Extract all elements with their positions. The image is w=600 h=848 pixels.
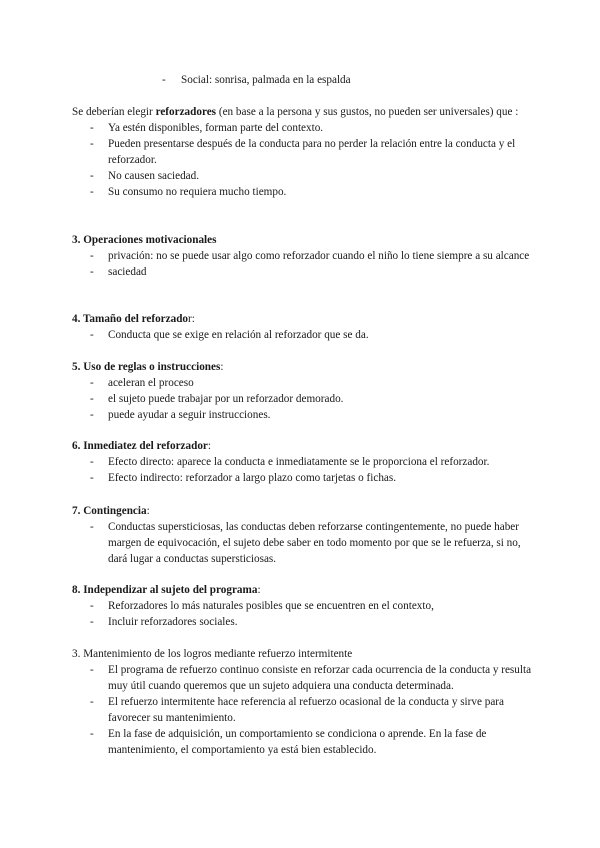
list-item: - puede ayudar a seguir instrucciones.	[72, 407, 532, 423]
list-item: - Efecto indirecto: reforzador a largo plazo como tarjetas o fichas.	[72, 470, 532, 486]
section-list	[72, 519, 532, 567]
section-list	[72, 375, 532, 423]
list-item: - Pueden presentarse después de la conducta para no perder la relación entre la conducta y el reforzador.	[72, 136, 532, 168]
section-list	[72, 662, 532, 758]
list-item: - En la fase de adquisición, un comportamiento se condiciona o aprende. En la fase de mantenimiento, el comportamiento ya está bien establecido.	[72, 726, 532, 758]
section-title-suffix: :	[146, 505, 150, 517]
section-list	[72, 454, 532, 486]
intro-paragraph	[72, 104, 532, 120]
section-motivational	[72, 232, 532, 280]
list-item: - No causen saciedad.	[72, 168, 532, 184]
list-item: - Reforzadores lo más naturales posibles que se encuentren en el contexto,	[72, 598, 532, 614]
section-heading	[72, 438, 532, 454]
section-list	[72, 248, 532, 280]
section-title: 7. Contingencia	[72, 505, 147, 517]
section-list	[72, 598, 532, 630]
list-item: - Conducta que se exige en relación al reforzador que se da.	[72, 327, 532, 343]
section-size	[72, 311, 532, 343]
section-heading	[72, 582, 532, 598]
section-title: 6. Inmediatez del reforzador	[72, 440, 208, 452]
section-independence	[72, 582, 532, 630]
list-item: - privación: no se puede usar algo como reforzador cuando el niño lo tiene siempre a su alcance	[72, 248, 532, 264]
section-title-suffix: :	[207, 440, 211, 452]
list-item: - Efecto directo: aparece la conducta e inmediatamente se le proporciona el reforzador.	[72, 454, 532, 470]
social-item: - Social: sonrisa, palmada en la espalda	[162, 74, 351, 86]
section-heading: 3. Mantenimiento de los logros mediante refuerzo intermitente	[72, 648, 353, 660]
section-title: 8. Independizar al sujeto del programa	[72, 584, 258, 596]
intro-text-start: Se deberían elegir	[72, 106, 156, 118]
social-item-text: Social: sonrisa, palmada en la espalda	[181, 74, 351, 86]
section-immediacy	[72, 438, 532, 486]
section-heading	[72, 311, 532, 327]
section-heading	[72, 232, 532, 248]
list-item: - Ya estén disponibles, forman parte del contexto.	[72, 120, 532, 136]
list-item: - saciedad	[72, 264, 532, 280]
section-heading	[72, 503, 532, 519]
section-title-suffix: r:	[188, 313, 195, 325]
list-item: - El programa de refuerzo continuo consiste en reforzar cada ocurrencia de la conducta y resulta muy útil cuando queremos que un sujeto adquiera una conducta determinada.	[72, 662, 532, 694]
intro-text-end: (en base a la persona y sus gustos, no pueden ser universales) que :	[216, 106, 519, 118]
list-item: - aceleran el proceso	[72, 375, 532, 391]
list-item: - El refuerzo intermitente hace referencia al refuerzo ocasional de la conducta y sirve para favorecer su mantenimiento.	[72, 694, 532, 726]
section-title: 5. Uso de reglas o instrucciones	[72, 361, 221, 373]
section-title-suffix: :	[220, 361, 224, 373]
section-contingency	[72, 503, 532, 567]
intro-bold-term: reforzadores	[155, 106, 217, 118]
section-title: 4. Tamaño del reforzado	[72, 313, 189, 325]
section-rules	[72, 359, 532, 423]
section-maintenance	[72, 646, 532, 758]
section-heading	[72, 359, 532, 375]
section-list	[72, 327, 532, 343]
intro-block	[72, 104, 532, 200]
list-item: - Incluir reforzadores sociales.	[72, 614, 532, 630]
section-title-suffix: :	[257, 584, 261, 596]
list-item: - el sujeto puede trabajar por un reforzador demorado.	[72, 391, 532, 407]
section-title: 3. Operaciones motivacionales	[72, 234, 217, 246]
list-item: - Conductas supersticiosas, las conductas deben reforzarse contingentemente, no puede haber margen de equivocación, el sujeto debe saber en todo momento por que se le refuerza, si no, dará lugar a conductas supersticiosas.	[72, 519, 532, 567]
list-item: - Su consumo no requiera mucho tiempo.	[72, 184, 532, 200]
intro-list	[72, 120, 532, 200]
